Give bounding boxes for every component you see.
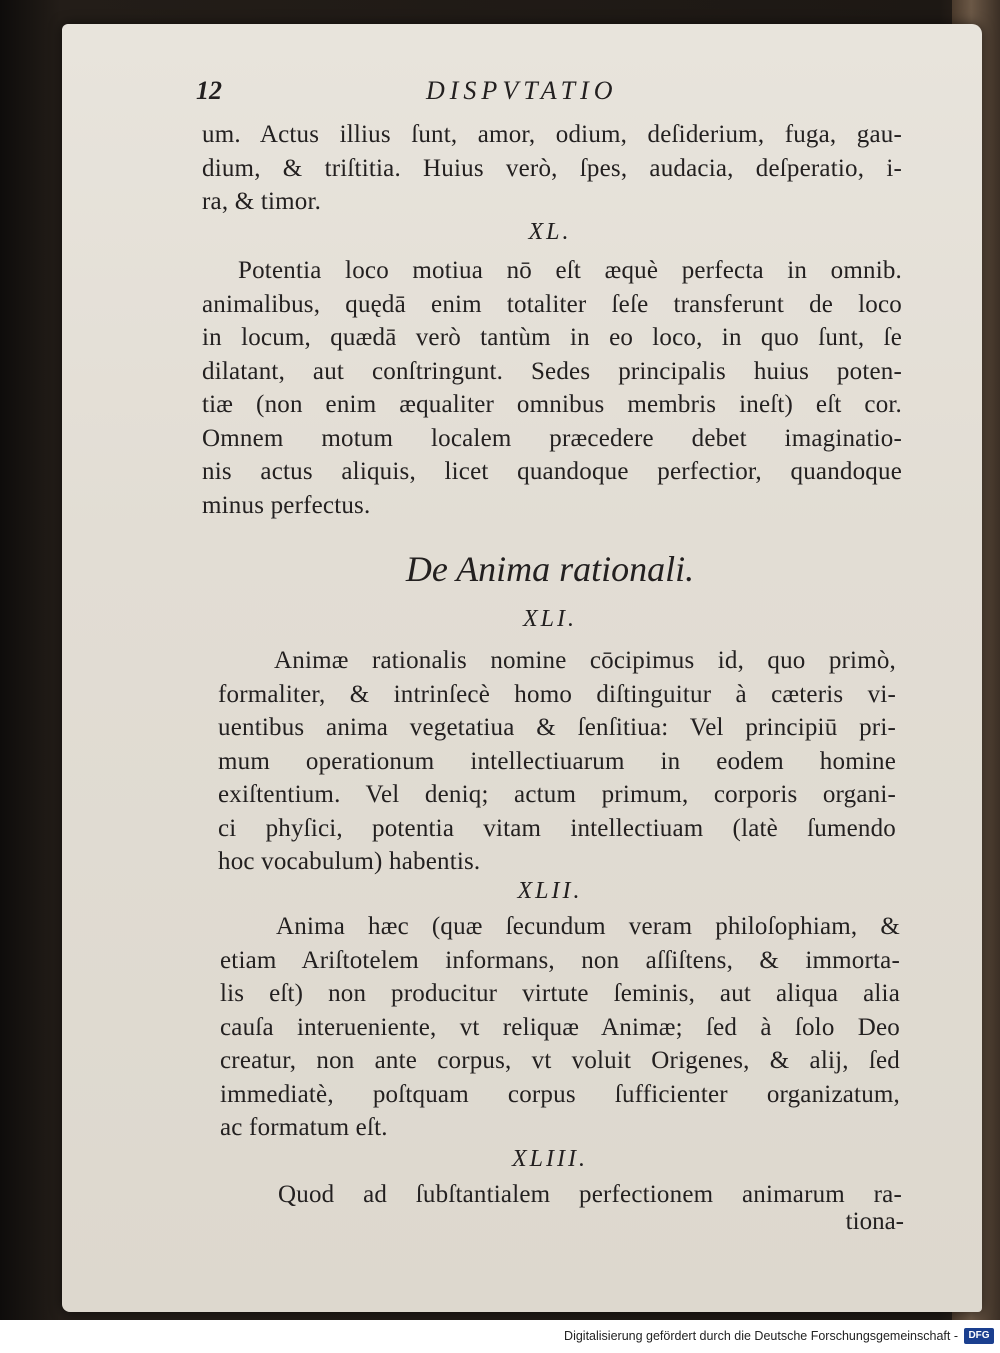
text-line: ci phyſici, potentia vitam intellectiuam (latè ſumendo [218, 814, 896, 842]
running-head [196, 76, 896, 110]
text-line: Animæ rationalis nomine cōcipimus id, quo primò, [274, 647, 896, 674]
paragraph-xlii [220, 910, 900, 1145]
text-line: formaliter, & intrinſecè homo diſtinguitur à cæteris vi- [218, 680, 896, 708]
text-line: um. Actus illius ſunt, amor, odium, deſiderium, fuga, gau- [202, 121, 902, 148]
dfg-logo: DFG [964, 1328, 994, 1344]
text-line: immediatè, poſtquam corpus ſufficienter organizatum, [220, 1080, 900, 1108]
text-line: ac formatum eſt. [220, 1114, 388, 1141]
text-line: animalibus, quędā enim totaliter ſeſe transferunt de loco [202, 290, 902, 318]
text-line: exiſtentium. Vel deniq; actum primum, corporis organi- [218, 781, 896, 808]
page-number: 12 [196, 76, 222, 105]
section-number-xlii: XLII. [517, 878, 583, 904]
text-line: etiam Ariſtotelem informans, non aſſiſtens, & immorta- [220, 946, 900, 974]
text-line: hoc vocabulum) habentis. [218, 848, 481, 875]
section-number-xl: XL. [528, 219, 572, 245]
text-line: creatur, non ante corpus, vt voluit Origenes, & alij, ſed [220, 1047, 900, 1074]
section-number-xliii: XLIII. [512, 1146, 588, 1172]
paragraph-xl [202, 254, 902, 522]
text-line: Quod ad ſubſtantialem perfectionem animarum ra- [278, 1181, 902, 1208]
paragraph-xli [218, 644, 896, 879]
funding-credit: Digitalisierung gefördert durch die Deutsche Forschungsgemeinschaft - [564, 1329, 958, 1343]
text-line: tiæ (non enim æqualiter omnibus membris ineſt) eſt cor. [202, 391, 902, 418]
running-title: DISPVTATIO [426, 76, 618, 105]
paragraph-xliii [222, 1178, 902, 1212]
text-line: dium, & triſtitia. Huius verò, ſpes, audacia, deſperatio, i- [202, 154, 902, 182]
text-line: Anima hæc (quæ ſecundum veram philoſophiam, & [276, 913, 900, 940]
text-line: Omnem motum localem præcedere debet imaginatio- [202, 424, 902, 452]
footer-bar [0, 1320, 1000, 1353]
text-line: lis eſt) non producitur virtute ſeminis, aut aliqua alia [220, 980, 900, 1007]
text-line: mum operationum intellectiuarum in eodem homine [218, 747, 896, 775]
section-number-xli: XLI. [523, 606, 577, 632]
text-line: minus perfectus. [202, 491, 371, 519]
text-line: ra, & timor. [202, 188, 322, 215]
text-line: uentibus anima vegetatiua & ſenſitiua: Vel principiū pri- [218, 714, 896, 741]
text-line: cauſa interueniente, vt reliquæ Animæ; ſed à ſolo Deo [220, 1013, 900, 1041]
paragraph-continuation [202, 118, 902, 219]
section-heading: De Anima rationali. [405, 549, 695, 589]
text-line: in locum, quædā verò tantùm in eo loco, in quo ſunt, ſe [202, 324, 902, 351]
text-line: dilatant, aut conſtringunt. Sedes principalis huius poten- [202, 357, 902, 385]
text-line: nis actus aliquis, licet quandoque perfectior, quandoque [202, 458, 902, 485]
catchword: tiona- [845, 1208, 904, 1235]
text-line: Potentia loco motiua nō eſt æquè perfecta in omnib. [238, 257, 902, 284]
